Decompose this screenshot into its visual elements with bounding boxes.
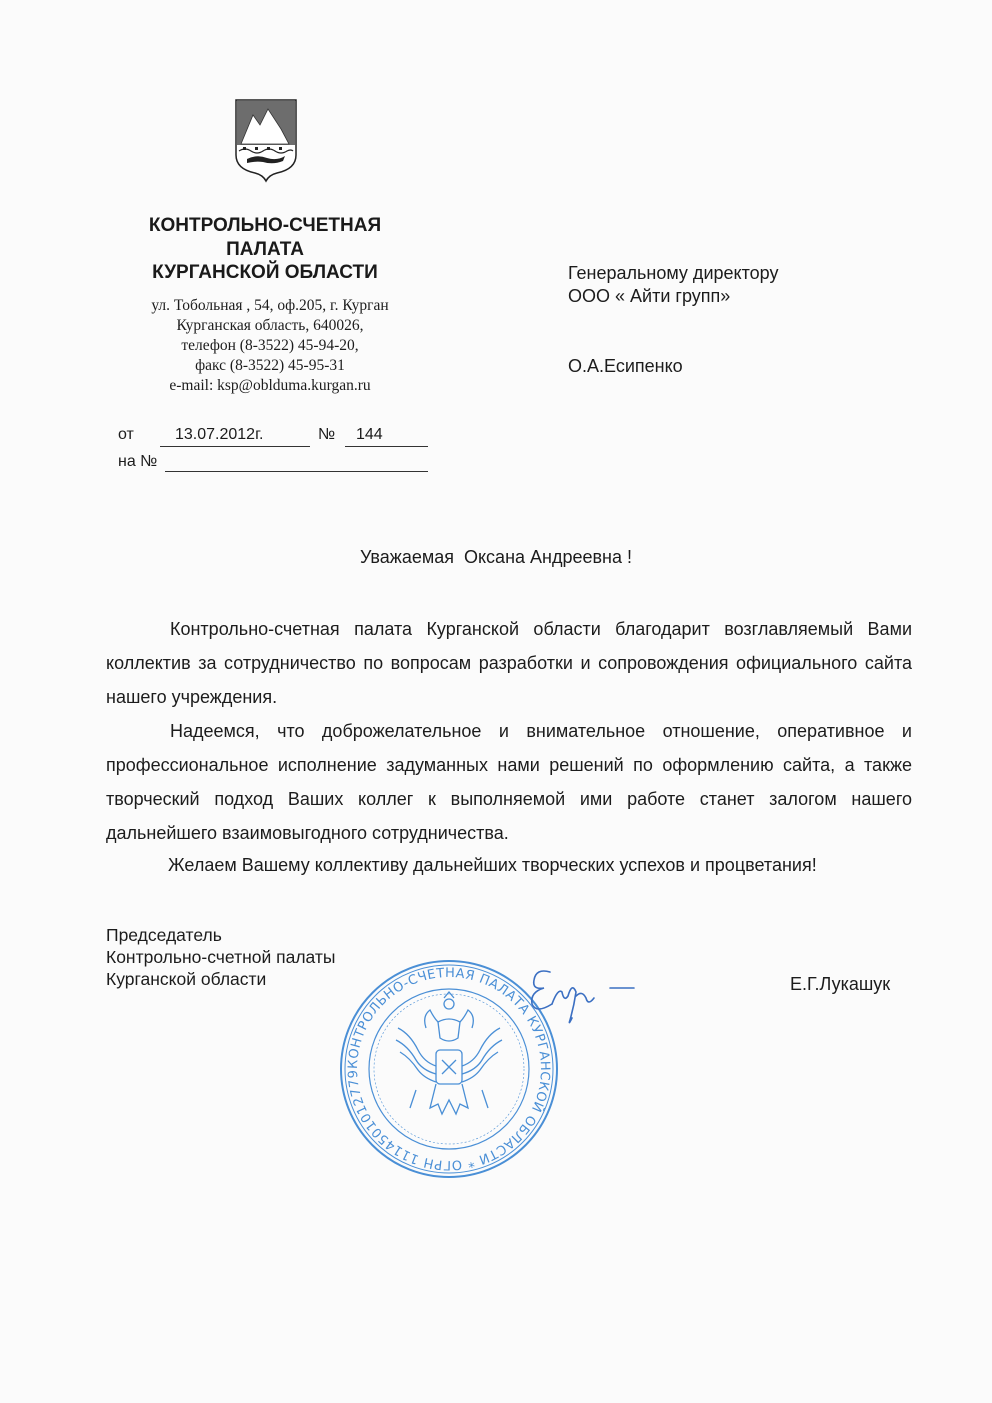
coat-of-arms-icon bbox=[233, 97, 299, 183]
organization-name bbox=[120, 214, 410, 285]
signer-title-line: Контрольно-счетной палаты bbox=[106, 947, 336, 967]
body-paragraph: Контрольно-счетная палата Курганской области благодарит возглавляемый Вами коллектив за сотрудничество по вопросам разработки и сопровождения официального сайта нашего учреждения. bbox=[106, 619, 912, 707]
email-line: e-mail: ksp@oblduma.kurgan.ru bbox=[169, 377, 371, 394]
from-label: от bbox=[118, 426, 134, 443]
recipient-line: Генеральному директору bbox=[568, 263, 779, 283]
number-label: № bbox=[318, 426, 336, 443]
org-name-line: КУРГАНСКОЙ ОБЛАСТИ bbox=[152, 262, 378, 283]
letter-number: 144 bbox=[356, 426, 383, 443]
svg-text:КОНТРОЛЬНО-СЧЕТНАЯ ПАЛАТА КУРГ bbox=[338, 958, 552, 1172]
number-underline bbox=[345, 446, 428, 447]
handwritten-signature-icon bbox=[522, 958, 642, 1028]
address-line: факс (8-3522) 45-95-31 bbox=[195, 357, 345, 374]
recipient-name: О.А.Есипенко bbox=[568, 356, 683, 376]
salutation: Уважаемая Оксана Андреевна ! bbox=[359, 547, 633, 567]
signer-title-line: Курганской области bbox=[106, 969, 267, 989]
address-line: телефон (8-3522) 45-94-20, bbox=[181, 337, 359, 354]
stamp-text: КОНТРОЛЬНО-СЧЕТНАЯ ПАЛАТА КУРГАНСКОЙ ОБЛАСТИ * ОГРН 1114501012779 bbox=[345, 965, 553, 1173]
letter-date: 13.07.2012г. bbox=[175, 426, 264, 443]
closing-line: Желаем Вашему коллективу дальнейших творческих успехов и процветания! bbox=[168, 855, 817, 875]
body-paragraph: Надеемся, что доброжелательное и внимательное отношение, оперативное и профессиональное исполнение задуманных нами решений по оформлению сайта, а также творческий подход Ваших коллег к выполняемой ими работе станет залогом нашего дальнейшего взаимовыгодного сотрудничества. bbox=[106, 721, 912, 843]
recipient-line: ООО « Айти групп» bbox=[568, 286, 731, 306]
ref-label: на № bbox=[118, 453, 158, 470]
ref-underline bbox=[165, 471, 428, 472]
signer-title bbox=[106, 924, 335, 990]
address-line: Курганская область, 640026, bbox=[176, 317, 364, 334]
org-name-line: КОНТРОЛЬНО-СЧЕТНАЯ bbox=[148, 215, 382, 236]
org-name-line: ПАЛАТА bbox=[226, 238, 304, 260]
signer-title-line: Председатель bbox=[106, 925, 222, 945]
date-underline bbox=[160, 446, 310, 447]
signer-name: Е.Г.Лукашук bbox=[790, 974, 891, 994]
address-line: ул. Тобольная , 54, оф.205, г. Курган bbox=[151, 297, 389, 314]
letter-body bbox=[106, 612, 912, 850]
organization-address bbox=[120, 296, 420, 396]
recipient-block bbox=[568, 262, 778, 308]
